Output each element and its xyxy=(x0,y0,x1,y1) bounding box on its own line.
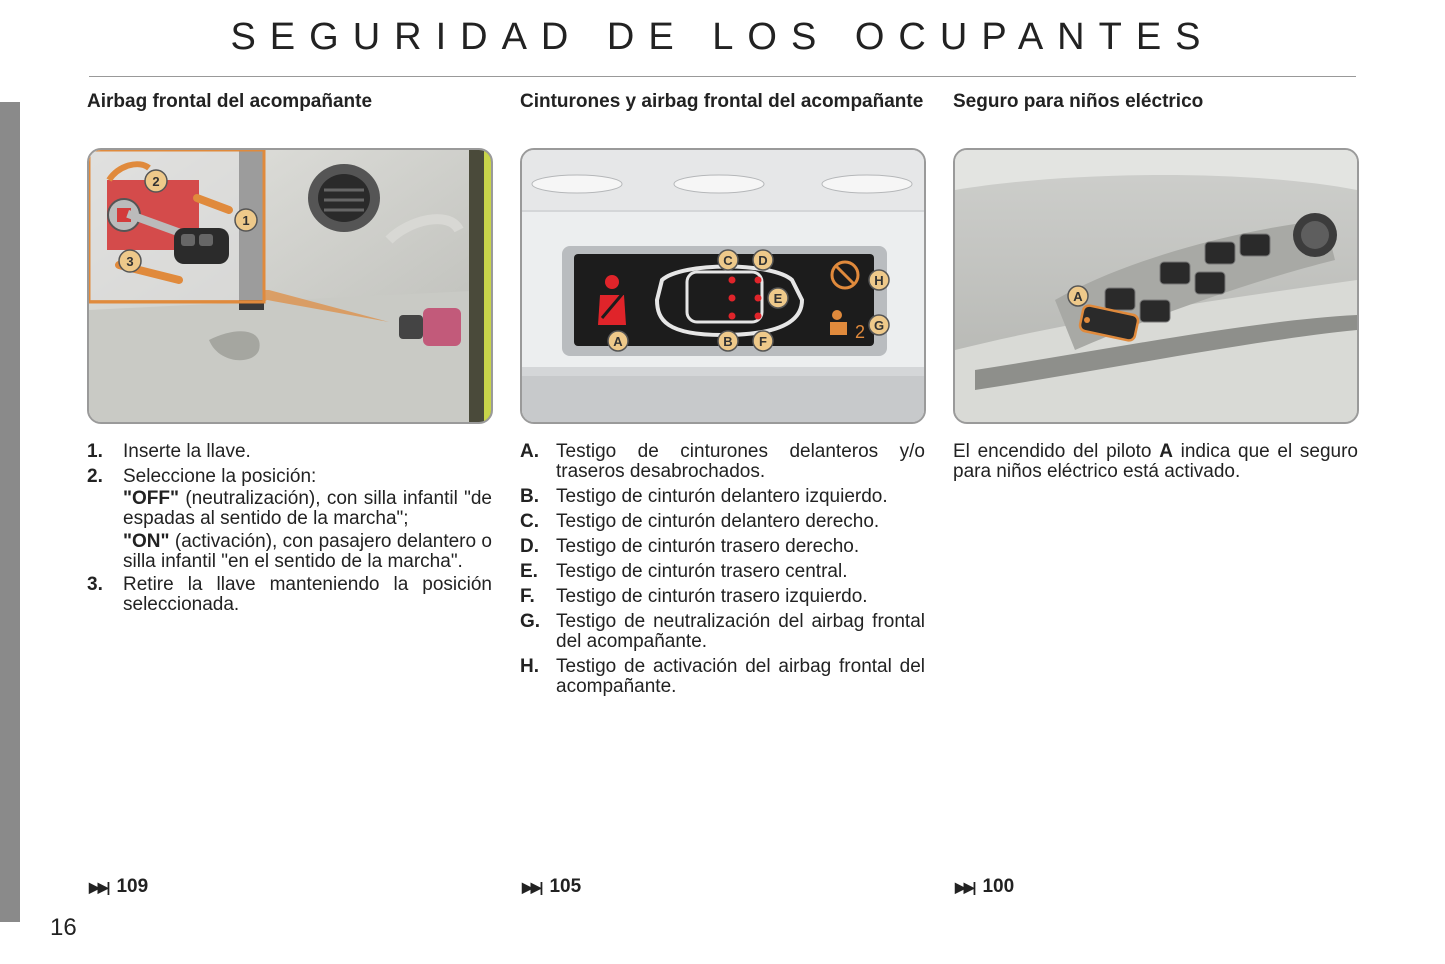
marker-g: G xyxy=(873,318,885,333)
on-text: (activación), con pasajero delantero o silla infantil "en el sentido de la marcha". xyxy=(123,531,492,572)
section-child-lock xyxy=(953,92,1358,482)
side-tab-bar xyxy=(0,102,20,922)
item-letter: A. xyxy=(520,441,539,462)
reference-page: 105 xyxy=(549,876,582,897)
item-letter: E. xyxy=(520,561,538,582)
section-heading: Seguro para niños eléctrico xyxy=(953,91,1204,112)
option-off xyxy=(87,489,492,529)
description-bold: A xyxy=(1159,441,1173,462)
marker-3-label: 3 xyxy=(126,254,134,269)
fast-forward-icon: ▶▶| xyxy=(89,879,109,895)
marker-1-label: 1 xyxy=(242,213,250,228)
marker-h: H xyxy=(874,273,884,288)
reference-page: 109 xyxy=(116,876,149,897)
item-text: Testigo de cinturón delantero izquierdo. xyxy=(556,486,888,507)
item-letter: H. xyxy=(520,656,539,677)
list-item xyxy=(520,512,925,532)
page-number: 16 xyxy=(50,914,77,941)
item-text: Seleccione la posición: xyxy=(123,466,317,487)
item-number: 1. xyxy=(87,441,103,462)
door-panel-illustration xyxy=(953,148,1359,424)
marker-a: A xyxy=(1073,289,1083,304)
description-text: El encendido del piloto xyxy=(953,441,1160,462)
marker-d: D xyxy=(758,253,768,268)
item-text: Testigo de cinturón trasero central. xyxy=(556,561,848,582)
airbag-key-switch-illustration xyxy=(87,148,493,424)
option-on xyxy=(87,532,492,572)
item-text: Testigo de cinturón delantero derecho. xyxy=(556,511,880,532)
page-reference-link[interactable] xyxy=(89,876,148,898)
item-text: Testigo de cinturón trasero izquierdo. xyxy=(556,586,868,607)
title-divider xyxy=(89,76,1356,77)
list-item xyxy=(87,575,492,615)
item-letter: B. xyxy=(520,486,539,507)
off-text: (neutralización), con silla infantil "de espadas al sentido de la marcha"; xyxy=(123,488,492,529)
marker-2-label: 2 xyxy=(152,174,160,189)
list-item xyxy=(520,587,925,607)
warning-lights-list xyxy=(520,442,925,697)
description-text: indica que el seguro para niños eléctrico está activado. xyxy=(953,441,1358,482)
warning-panel-illustration xyxy=(520,148,926,424)
list-item xyxy=(520,487,925,507)
marker-f: F xyxy=(759,334,767,349)
marker-e: E xyxy=(773,291,783,306)
item-text: Inserte la llave. xyxy=(123,441,251,462)
item-text: Testigo de cinturón trasero derecho. xyxy=(556,536,860,557)
item-text: Testigo de cinturones delanteros y/o traseros desabrochados. xyxy=(556,441,925,482)
marker-c: C xyxy=(723,253,733,268)
section-heading: Cinturones y airbag frontal del acompañante xyxy=(520,91,924,112)
child-lock-description xyxy=(953,442,1358,482)
section-heading: Airbag frontal del acompañante xyxy=(87,91,373,112)
item-letter: F. xyxy=(520,586,535,607)
page-reference-link[interactable] xyxy=(522,876,581,898)
section-seatbelts xyxy=(520,92,925,702)
list-item xyxy=(87,442,492,462)
item-letter: C. xyxy=(520,511,539,532)
item-number: 3. xyxy=(87,574,103,595)
list-item xyxy=(520,562,925,582)
on-label: "ON" xyxy=(123,531,170,552)
item-letter: D. xyxy=(520,536,539,557)
svg-text:2: 2 xyxy=(855,322,866,342)
list-item xyxy=(520,537,925,557)
off-label: "OFF" xyxy=(123,488,180,509)
section-airbag xyxy=(87,92,492,620)
item-number: 2. xyxy=(87,466,103,487)
item-text: Testigo de neutralización del airbag frontal del acompañante. xyxy=(556,611,925,652)
item-text: Testigo de activación del airbag frontal del acompañante. xyxy=(556,656,925,697)
list-item xyxy=(520,657,925,697)
page-title: SEGURIDAD DE LOS OCUPANTES xyxy=(230,16,1215,58)
reference-page: 100 xyxy=(982,876,1015,897)
marker-b: B xyxy=(723,334,733,349)
item-text: Retire la llave manteniendo la posición seleccionada. xyxy=(123,574,492,615)
marker-a: A xyxy=(613,334,623,349)
list-item xyxy=(520,612,925,652)
steps-list xyxy=(87,442,492,615)
list-item xyxy=(520,442,925,482)
fast-forward-icon: ▶▶| xyxy=(522,879,542,895)
item-letter: G. xyxy=(520,611,541,632)
fast-forward-icon: ▶▶| xyxy=(955,879,975,895)
page-reference-link[interactable] xyxy=(955,876,1014,898)
list-item xyxy=(87,467,492,487)
